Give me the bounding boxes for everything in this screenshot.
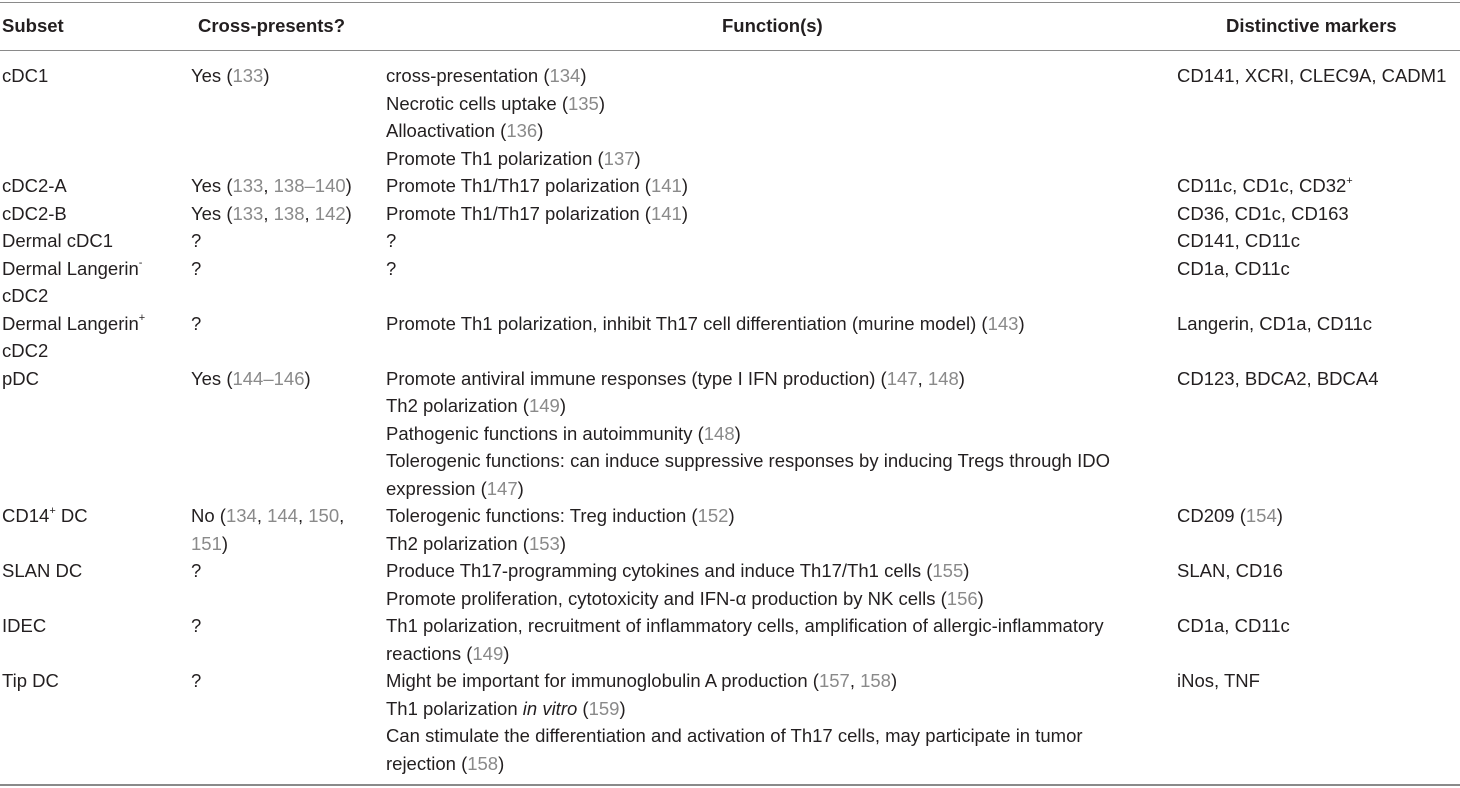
cell-functions xyxy=(386,585,984,613)
text-segment: ) xyxy=(304,367,311,389)
cell-markers xyxy=(1177,612,1290,640)
text-segment: CD123, BDCA2, BDCA4 xyxy=(1177,367,1379,389)
cell-subset xyxy=(2,282,48,310)
cell-cross xyxy=(191,557,201,585)
text-segment: Th2 polarization ( xyxy=(386,532,529,554)
cell-functions xyxy=(386,475,524,503)
cell-markers xyxy=(1177,310,1372,338)
cell-subset: Tip DC xyxy=(2,670,59,691)
text-segment: ) xyxy=(619,697,626,719)
text-segment: ) xyxy=(517,477,524,499)
text-segment: , xyxy=(849,670,861,691)
reference-link: 134 xyxy=(225,505,257,526)
reference-link: 153 xyxy=(528,532,560,554)
reference-link: 157 xyxy=(818,670,850,691)
text-segment: CD1a, CD11c xyxy=(1177,257,1290,279)
reference-link: 144 xyxy=(267,505,298,526)
reference-link: 136 xyxy=(506,120,538,141)
text-segment: Langerin, CD1a, CD11c xyxy=(1177,312,1373,334)
text-segment: ) xyxy=(598,92,606,114)
reference-link: 137 xyxy=(603,147,635,169)
text-segment: Yes ( xyxy=(191,367,233,389)
text-segment: ) xyxy=(345,175,352,196)
text-segment: Dermal Langerin xyxy=(2,257,139,279)
cell-subset: cDC2-A xyxy=(2,175,67,196)
text-segment: CD209 ( xyxy=(1177,505,1246,526)
text-segment: Th1 polarization xyxy=(386,697,523,719)
text-segment: reactions ( xyxy=(386,642,473,664)
text-segment: ? xyxy=(191,615,202,636)
text-segment: Promote Th1/Th17 polarization ( xyxy=(386,175,651,196)
reference-link: 133 xyxy=(232,65,264,86)
reference-link: 133 xyxy=(232,202,264,224)
text-segment: ) xyxy=(977,587,984,609)
text-segment: DC xyxy=(55,505,88,526)
text-segment: Can stimulate the differentiation and activation of Th17 cells, may participate in tumor xyxy=(386,725,1083,746)
text-segment: ) xyxy=(345,202,352,224)
cell-markers xyxy=(1177,667,1260,695)
cell-markers xyxy=(1177,365,1379,393)
cell-subset: cDC1 xyxy=(2,65,49,86)
cell-cross xyxy=(191,200,352,228)
text-segment: CD1a, CD11c xyxy=(1177,615,1290,636)
cell-cross xyxy=(191,227,201,255)
text-segment: , xyxy=(297,505,309,526)
text-segment: ) xyxy=(559,395,566,416)
table-bottom-rule xyxy=(0,784,1460,786)
cell-functions xyxy=(386,172,688,200)
cell-subset xyxy=(2,310,145,338)
text-segment: Promote proliferation, cytotoxicity and IFN-α production by NK cells ( xyxy=(386,587,947,609)
cell-cross xyxy=(191,667,201,695)
table-top-rule xyxy=(0,2,1460,3)
reference-link: 151 xyxy=(191,532,222,554)
reference-link: 133 xyxy=(232,175,264,196)
cell-subset xyxy=(2,337,48,365)
text-segment: ? xyxy=(191,670,202,691)
cell-functions xyxy=(386,62,587,90)
cell-markers xyxy=(1177,172,1353,200)
cell-functions xyxy=(386,502,735,530)
cell-functions xyxy=(386,530,566,558)
cell-functions xyxy=(386,557,969,585)
cell-subset: Dermal cDC1 xyxy=(2,230,114,251)
text-segment: , xyxy=(339,505,345,526)
cell-subset xyxy=(2,255,142,283)
cell-functions xyxy=(386,117,543,145)
reference-link: 148 xyxy=(703,422,735,444)
text-segment: iNos, TNF xyxy=(1177,670,1260,691)
cell-cross xyxy=(191,310,201,338)
cell-subset: IDEC xyxy=(2,615,47,636)
text-segment: Th2 polarization ( xyxy=(386,395,529,416)
text-segment: Might be important for immunoglobulin A production ( xyxy=(386,670,819,691)
cell-functions xyxy=(386,255,396,283)
text-segment: ( xyxy=(577,697,589,719)
text-segment: ) xyxy=(1018,312,1025,334)
cell-cross xyxy=(191,530,228,558)
text-segment: ) xyxy=(498,752,505,774)
text-segment: ? xyxy=(191,230,202,251)
cell-functions xyxy=(386,722,1083,750)
text-segment: , xyxy=(263,202,274,224)
header-functions: Function(s) xyxy=(722,15,823,36)
text-segment: rejection ( xyxy=(386,752,468,774)
reference-link: 143 xyxy=(987,312,1019,334)
text-segment: ) xyxy=(728,505,735,526)
superscript: + xyxy=(49,504,56,517)
reference-link: 141 xyxy=(650,202,682,224)
reference-link: 154 xyxy=(1245,505,1277,526)
cell-markers xyxy=(1177,227,1300,255)
text-segment: Alloactivation ( xyxy=(386,120,507,141)
text-segment: Tolerogenic functions: can induce suppressive responses by inducing Tregs through IDO xyxy=(386,450,1110,471)
superscript: + xyxy=(138,312,146,325)
text-segment: ) xyxy=(221,532,229,554)
cell-functions xyxy=(386,365,965,393)
text-segment: ? xyxy=(386,257,397,279)
reference-link: 142 xyxy=(314,202,346,224)
reference-link: 158 xyxy=(860,670,891,691)
text-segment: ) xyxy=(681,175,689,196)
text-segment: Produce Th17-programming cytokines and induce Th17/Th1 cells ( xyxy=(386,560,933,581)
reference-link: 141 xyxy=(650,175,682,196)
text-segment: ) xyxy=(559,532,566,554)
text-segment: CD14 xyxy=(2,505,50,526)
reference-link: 155 xyxy=(932,560,964,581)
reference-link: 158 xyxy=(467,752,499,774)
italic-text: in vitro xyxy=(522,697,578,719)
text-segment: , xyxy=(917,367,928,389)
cell-functions xyxy=(386,667,897,695)
reference-link: 144–146 xyxy=(232,367,305,389)
superscript: - xyxy=(138,257,143,270)
header-rule xyxy=(0,50,1460,51)
reference-link: 147 xyxy=(486,477,518,499)
cell-subset: pDC xyxy=(2,367,40,389)
reference-link: 159 xyxy=(588,697,620,719)
cell-subset: SLAN DC xyxy=(2,560,83,581)
text-segment: ? xyxy=(191,257,202,279)
text-segment: SLAN, CD16 xyxy=(1177,560,1283,581)
text-segment: Yes ( xyxy=(191,175,233,196)
text-segment: Promote antiviral immune responses (type I IFN production) ( xyxy=(386,367,887,389)
cell-cross xyxy=(191,502,344,530)
reference-link: 135 xyxy=(567,92,599,114)
text-segment: cDC2 xyxy=(2,340,49,361)
text-segment: ) xyxy=(681,202,689,224)
text-segment: ) xyxy=(734,422,741,444)
text-segment: Promote Th1 polarization, inhibit Th17 cell differentiation (murine model) ( xyxy=(386,312,988,334)
text-segment: No ( xyxy=(191,505,226,526)
text-segment: CD36, CD1c, CD163 xyxy=(1177,202,1349,224)
text-segment: Tolerogenic functions: Treg induction ( xyxy=(386,505,698,526)
cell-functions xyxy=(386,695,626,723)
text-segment: CD141, XCRI, CLEC9A, CADM1 xyxy=(1177,65,1447,86)
cell-functions xyxy=(386,227,396,255)
text-segment: ? xyxy=(191,560,202,581)
cell-functions xyxy=(386,750,504,778)
cell-functions xyxy=(386,310,1025,338)
cell-functions xyxy=(386,90,605,118)
text-segment: cross-presentation ( xyxy=(386,65,550,86)
header-subset: Subset xyxy=(2,15,64,36)
text-segment: , xyxy=(256,505,268,526)
reference-link: 138 xyxy=(273,202,305,224)
text-segment: Pathogenic functions in autoimmunity ( xyxy=(386,422,704,444)
text-segment: ) xyxy=(958,367,965,389)
reference-link: 147 xyxy=(886,367,918,389)
cell-functions xyxy=(386,447,1110,475)
text-segment: Th1 polarization, recruitment of inflammatory cells, amplification of allergic-inflammatory xyxy=(386,615,1104,636)
reference-link: 152 xyxy=(697,505,729,526)
cell-cross xyxy=(191,365,311,393)
text-segment: CD11c, CD1c, CD32 xyxy=(1177,175,1347,196)
cell-functions xyxy=(386,145,641,173)
cell-functions xyxy=(386,640,509,668)
text-segment: ) xyxy=(1276,505,1283,526)
cell-functions xyxy=(386,200,688,228)
text-segment: , xyxy=(304,202,315,224)
reference-link: 150 xyxy=(308,505,340,526)
cell-functions xyxy=(386,392,566,420)
cell-markers xyxy=(1177,200,1349,228)
text-segment: Promote Th1/Th17 polarization ( xyxy=(386,202,651,224)
reference-link: 156 xyxy=(946,587,978,609)
text-segment: Necrotic cells uptake ( xyxy=(386,92,568,114)
cell-markers xyxy=(1177,255,1290,283)
text-segment: ) xyxy=(963,560,970,581)
text-segment: ) xyxy=(890,670,898,691)
text-segment: ? xyxy=(386,230,397,251)
text-segment: ) xyxy=(580,65,587,86)
cell-cross xyxy=(191,612,201,640)
text-segment: expression ( xyxy=(386,477,487,499)
text-segment: ) xyxy=(503,642,510,664)
cell-functions xyxy=(386,420,741,448)
text-segment: ) xyxy=(263,65,270,86)
text-segment: Dermal Langerin xyxy=(2,312,139,334)
text-segment: CD141, CD11c xyxy=(1177,230,1301,251)
cell-subset: cDC2-B xyxy=(2,202,67,224)
text-segment: Yes ( xyxy=(191,202,233,224)
reference-link: 134 xyxy=(549,65,581,86)
text-segment: Yes ( xyxy=(191,65,233,86)
text-segment: ? xyxy=(191,312,202,334)
reference-link: 149 xyxy=(528,395,560,416)
cell-markers xyxy=(1177,502,1283,530)
text-segment: , xyxy=(263,175,274,196)
text-segment: cDC2 xyxy=(2,285,49,306)
reference-link: 148 xyxy=(927,367,959,389)
header-cross-presents: Cross-presents? xyxy=(198,15,346,36)
text-segment: ) xyxy=(634,147,641,169)
cell-cross xyxy=(191,172,352,200)
text-segment: Promote Th1 polarization ( xyxy=(386,147,604,169)
text-segment: ) xyxy=(537,120,544,141)
reference-link: 149 xyxy=(472,642,504,664)
superscript: + xyxy=(1346,174,1353,187)
cell-cross xyxy=(191,62,270,90)
reference-link: 138–140 xyxy=(273,175,346,196)
cell-markers xyxy=(1177,62,1446,90)
header-distinctive-markers: Distinctive markers xyxy=(1226,15,1397,36)
cell-subset xyxy=(2,502,88,530)
cell-markers xyxy=(1177,557,1283,585)
cell-functions xyxy=(386,612,1104,640)
cell-cross xyxy=(191,255,201,283)
